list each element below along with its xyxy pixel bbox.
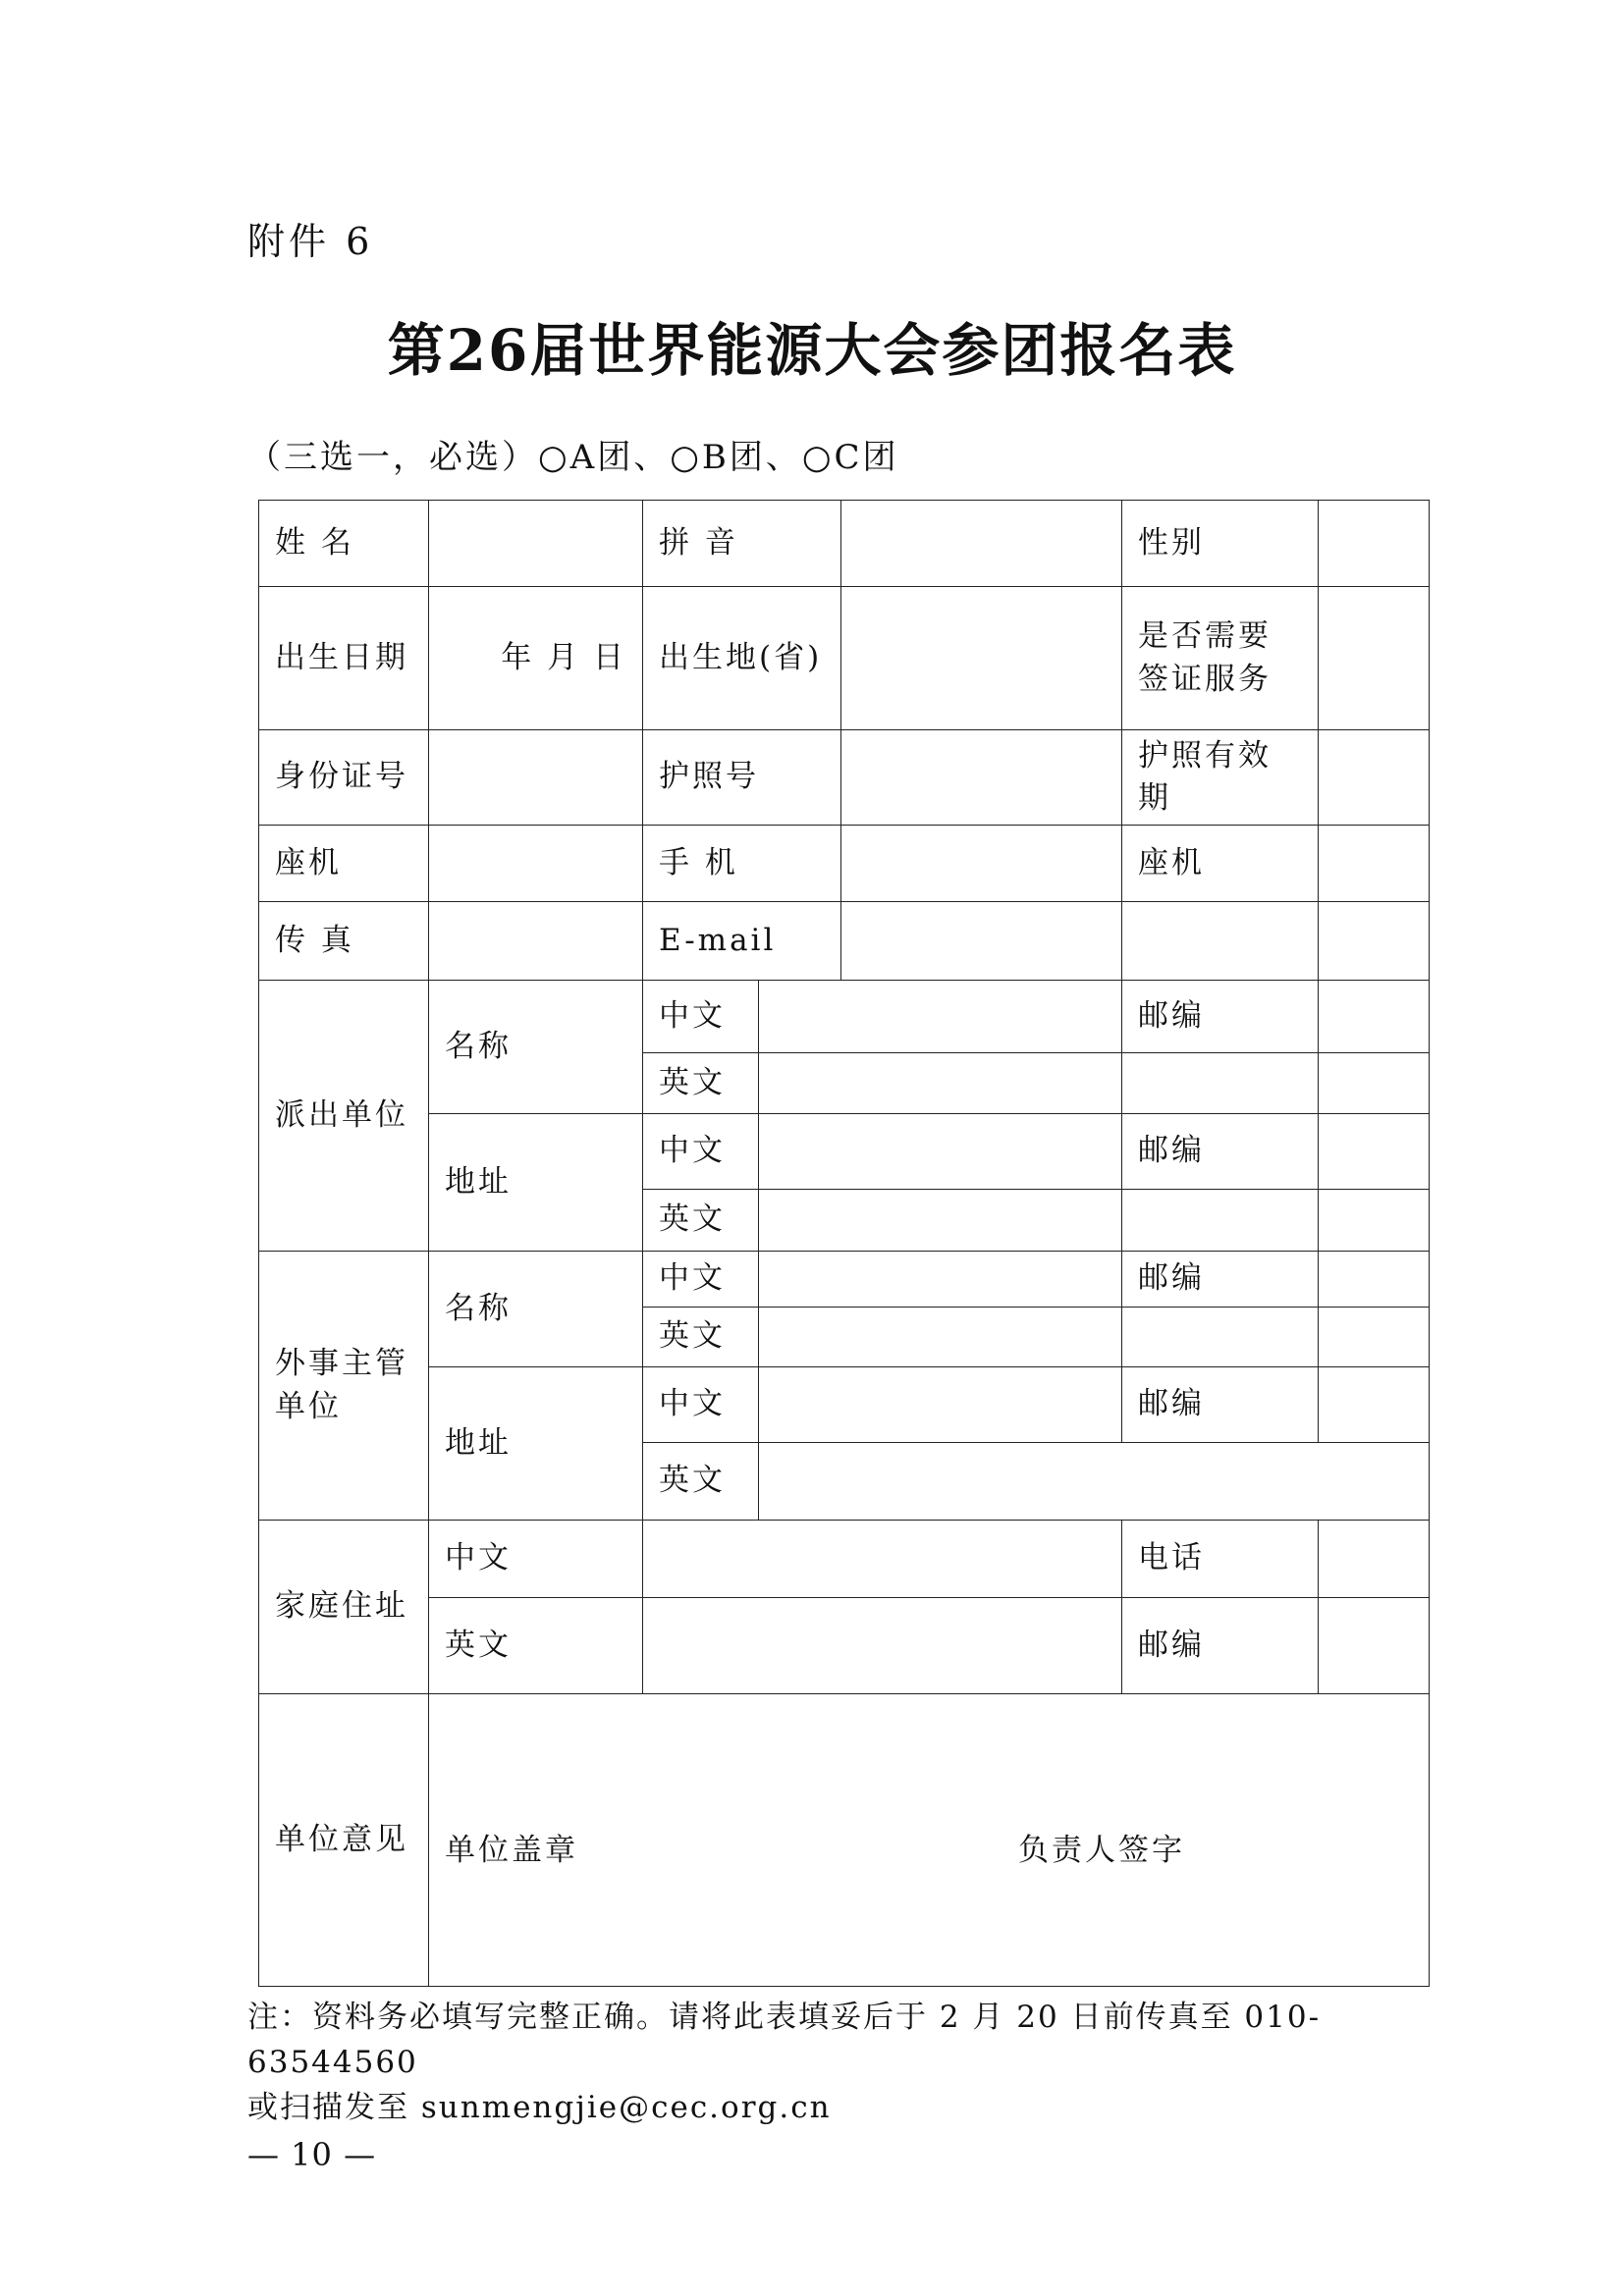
home-cn-field[interactable] xyxy=(643,1521,1122,1598)
home-phone-label: 电话 xyxy=(1122,1521,1319,1598)
home-en-label: 英文 xyxy=(429,1598,643,1694)
passport-expiry-label: 护照有效期 xyxy=(1122,730,1319,826)
home-cn-label: 中文 xyxy=(429,1521,643,1598)
home-address-label: 家庭住址 xyxy=(259,1521,429,1694)
home-en-field[interactable] xyxy=(643,1598,1122,1694)
unit-opinion-label: 单位意见 xyxy=(259,1694,429,1987)
page-title: 第26届世界能源大会参团报名表 xyxy=(387,317,1237,384)
birth-place-field[interactable] xyxy=(841,587,1122,730)
unit-opinion-area[interactable] xyxy=(429,1694,1430,1987)
unit-seal-label: 单位盖章 xyxy=(445,1833,578,1868)
landline-field[interactable] xyxy=(429,826,643,902)
email-field[interactable] xyxy=(841,902,1122,981)
dispatch-address-en-field[interactable] xyxy=(759,1190,1122,1252)
visa-label: 是否需要签证服务 xyxy=(1122,587,1319,730)
group-choice[interactable]: （三选一，必选）○A团、○B团、○C团 xyxy=(247,438,899,477)
passport-expiry-field[interactable] xyxy=(1319,730,1430,826)
dispatch-address-en-label: 英文 xyxy=(643,1190,759,1252)
landline2-field[interactable] xyxy=(1319,826,1430,902)
note-line-2: 或扫描发至 sunmengjie@cec.org.cn xyxy=(247,2090,832,2125)
dispatch-name-en-blank-field[interactable] xyxy=(1319,1053,1430,1114)
dispatch-name-en-blank xyxy=(1122,1053,1319,1114)
fa-address-postcode-label: 邮编 xyxy=(1122,1367,1319,1443)
fax-row-blank xyxy=(1122,902,1319,981)
fa-name-cn-field[interactable] xyxy=(759,1252,1122,1308)
birth-date-label: 出生日期 xyxy=(259,587,429,730)
dispatch-name-cn-field[interactable] xyxy=(759,981,1122,1053)
dispatch-address-cn-field[interactable] xyxy=(759,1114,1122,1190)
note xyxy=(247,1995,1455,2130)
dispatch-address-cn-label: 中文 xyxy=(643,1114,759,1190)
page-number: — 10 — xyxy=(247,2136,377,2173)
dispatch-address-en-blank xyxy=(1122,1190,1319,1252)
fa-name-cn-label: 中文 xyxy=(643,1252,759,1308)
fa-address-en-label: 英文 xyxy=(643,1443,759,1521)
name-field[interactable] xyxy=(429,501,643,587)
dispatch-address-postcode-field[interactable] xyxy=(1319,1114,1430,1190)
fa-address-en-field[interactable] xyxy=(759,1443,1430,1521)
dispatch-name-label: 名称 xyxy=(429,981,643,1114)
pinyin-label: 拼 音 xyxy=(643,501,841,587)
dispatch-name-en-label: 英文 xyxy=(643,1053,759,1114)
fa-name-postcode-field[interactable] xyxy=(1319,1252,1430,1308)
fa-name-en-field[interactable] xyxy=(759,1308,1122,1367)
fax-label: 传 真 xyxy=(259,902,429,981)
passport-label: 护照号 xyxy=(643,730,841,826)
dispatch-name-cn-label: 中文 xyxy=(643,981,759,1053)
home-postcode-label: 邮编 xyxy=(1122,1598,1319,1694)
fa-name-en-blank-field[interactable] xyxy=(1319,1308,1430,1367)
fa-address-label: 地址 xyxy=(429,1367,643,1521)
mobile-label: 手 机 xyxy=(643,826,841,902)
name-label: 姓 名 xyxy=(259,501,429,587)
gender-field[interactable] xyxy=(1319,501,1430,587)
fa-name-postcode-label: 邮编 xyxy=(1122,1252,1319,1308)
dispatch-unit-label: 派出单位 xyxy=(259,981,429,1252)
pinyin-field[interactable] xyxy=(841,501,1122,587)
signature-label: 负责人签字 xyxy=(1018,1833,1185,1868)
dispatch-name-postcode-field[interactable] xyxy=(1319,981,1430,1053)
home-phone-field[interactable] xyxy=(1319,1521,1430,1598)
dispatch-address-label: 地址 xyxy=(429,1114,643,1252)
email-label: E-mail xyxy=(643,902,841,981)
note-line-1: 注：资料务必填写完整正确。请将此表填妥后于 2 月 20 日前传真至 010-63544560 xyxy=(247,2000,1322,2080)
passport-field[interactable] xyxy=(841,730,1122,826)
visa-field[interactable] xyxy=(1319,587,1430,730)
fa-name-label: 名称 xyxy=(429,1252,643,1367)
id-field[interactable] xyxy=(429,730,643,826)
fa-name-en-label: 英文 xyxy=(643,1308,759,1367)
fax-row-blank-field[interactable] xyxy=(1319,902,1430,981)
dispatch-address-en-blank-field[interactable] xyxy=(1319,1190,1430,1252)
attachment-label: 附件 6 xyxy=(247,220,374,263)
landline2-label: 座机 xyxy=(1122,826,1319,902)
fa-address-postcode-field[interactable] xyxy=(1319,1367,1430,1443)
dispatch-name-en-field[interactable] xyxy=(759,1053,1122,1114)
foreign-affairs-unit-label: 外事主管单位 xyxy=(259,1252,429,1521)
birth-date-field[interactable]: 年 月 日 xyxy=(429,587,643,730)
birth-place-label: 出生地(省) xyxy=(643,587,841,730)
home-postcode-field[interactable] xyxy=(1319,1598,1430,1694)
dispatch-address-postcode-label: 邮编 xyxy=(1122,1114,1319,1190)
fax-field[interactable] xyxy=(429,902,643,981)
fa-address-cn-field[interactable] xyxy=(759,1367,1122,1443)
gender-label: 性别 xyxy=(1122,501,1319,587)
fa-name-en-blank xyxy=(1122,1308,1319,1367)
id-label: 身份证号 xyxy=(259,730,429,826)
fa-address-cn-label: 中文 xyxy=(643,1367,759,1443)
registration-form-table xyxy=(258,500,1430,1987)
dispatch-name-postcode-label: 邮编 xyxy=(1122,981,1319,1053)
landline-label: 座机 xyxy=(259,826,429,902)
mobile-field[interactable] xyxy=(841,826,1122,902)
